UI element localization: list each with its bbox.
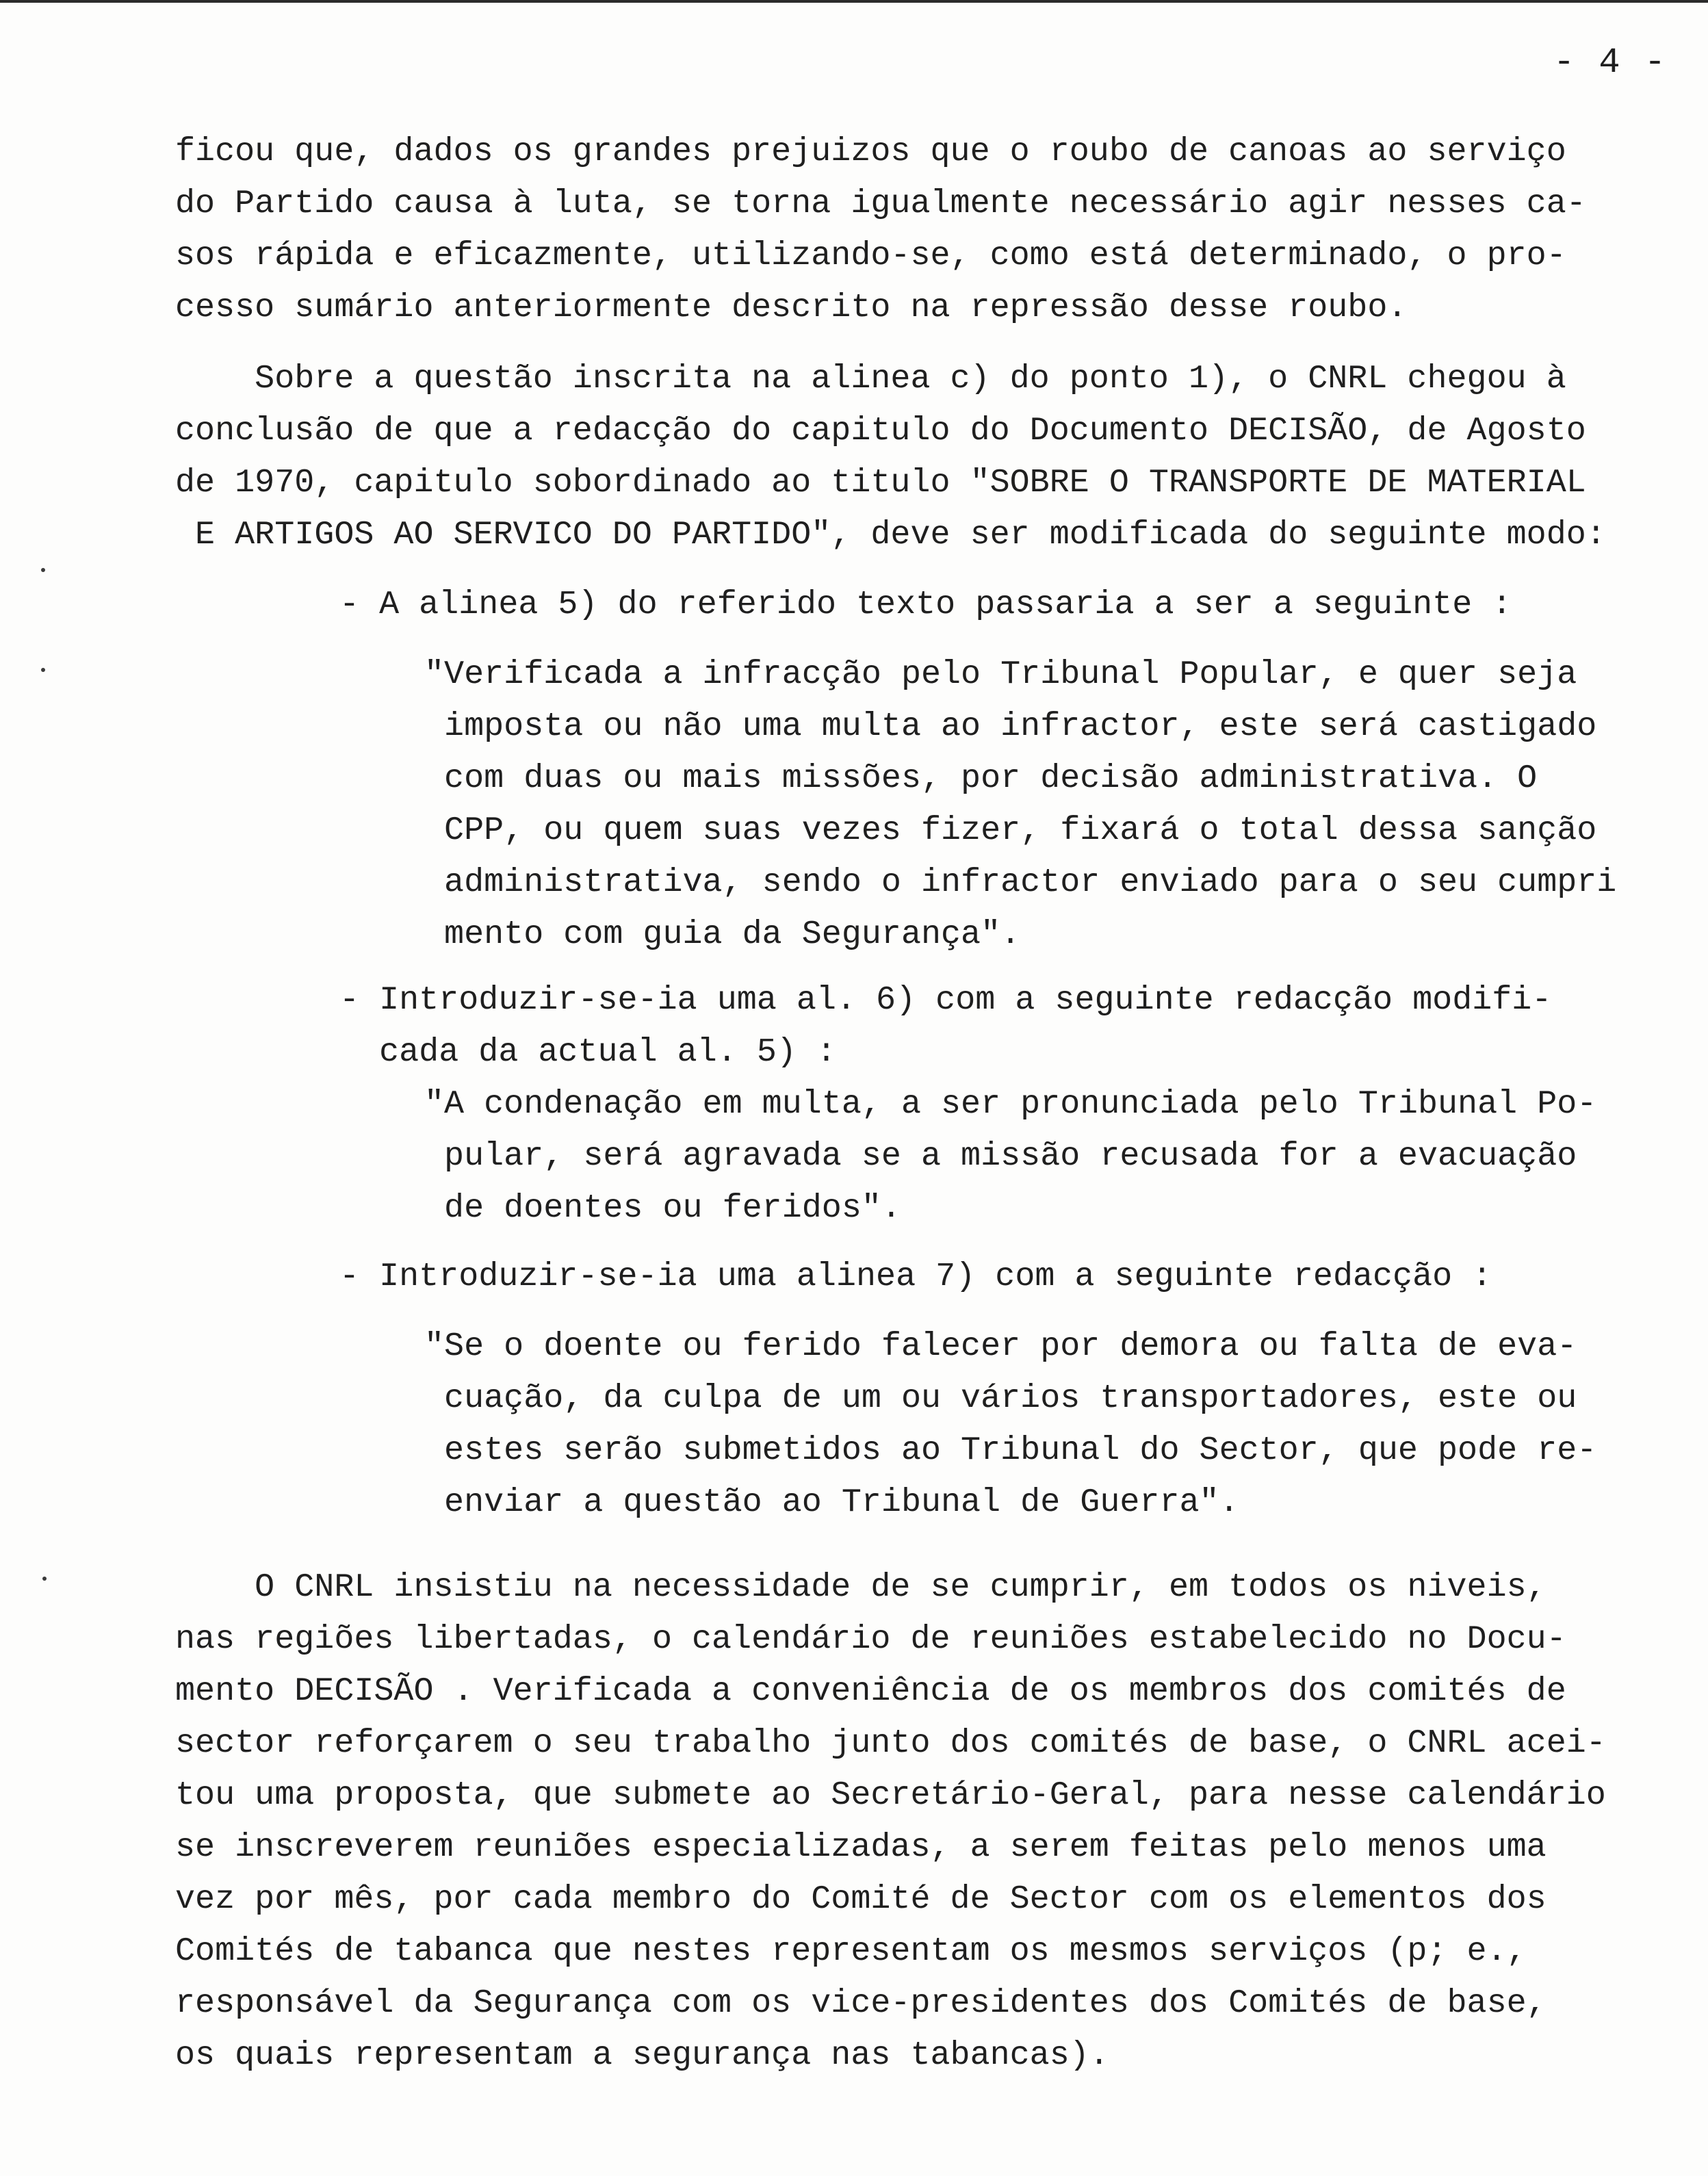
margin-dot — [42, 1577, 47, 1581]
list-item-alinea-5: - A alinea 5) do referido texto passaria a ser a seguinte : — [339, 586, 1512, 623]
quote-alinea-5: "Verificada a infracção pelo Tribunal Popular, e quer seja imposta ou não uma multa ao infractor, este será castigado com duas ou mais missões, por decisão administrativa. O CPP, ou quem suas vezes fizer, fixará o total dessa sanção administrativa, sendo o infractor enviado para o seu cumpri mento com guia da Segurança". — [424, 656, 1617, 953]
paragraph-transport-chapter: Sobre a questão inscrita na alinea c) do ponto 1), o CNRL chegou à conclusão de que a redacção do capitulo do Documento DECISÃO, de Agosto de 1970, capitulo sobordinado ao titulo "SOBRE O TRANSPORTE DE MATERIAL E ARTIGOS AO SERVICO DO PARTIDO", deve ser modificada do seguinte modo: — [175, 360, 1606, 554]
top-border-line — [0, 0, 1708, 3]
paragraph-continuation: ficou que, dados os grandes prejuizos que o roubo de canoas ao serviço do Partido causa à luta, se torna igualmente necessário agir nesses ca- sos rápida e eficazmente, utilizando-se, como está determinado, o pro- cesso sumário anteriormente descrito na repressão desse roubo. — [175, 133, 1586, 326]
paragraph-meeting-calendar: O CNRL insistiu na necessidade de se cumprir, em todos os niveis, nas regiões libertadas, o calendário de reuniões estabelecido no Docu- mento DECISÃO . Verificada a conveniência de os membros dos comités de sector reforçarem o seu trabalho junto dos comités de base, o CNRL acei- tou uma proposta, que submete ao Secretário-Geral, para nesse calendário se inscreverem reuniões especializadas, a serem feitas pelo menos uma vez por mês, por cada membro do Comité de Sector com os elementos dos Comités de tabanca que nestes representam os mesmos serviços (p; e., responsável da Segurança com os vice-presidentes dos Comités de base, os quais representam a segurança nas tabancas). — [175, 1568, 1606, 2074]
margin-dot — [41, 668, 45, 672]
quote-alinea-6: "A condenação em multa, a ser pronunciada pelo Tribunal Po- pular, será agravada se a missão recusada for a evacuação de doentes ou feridos". — [424, 1085, 1597, 1227]
quote-alinea-7: "Se o doente ou ferido falecer por demora ou falta de eva- cuação, da culpa de um ou vários transportadores, este ou estes serão submetidos ao Tribunal do Sector, que pode re- enviar a questão ao Tribunal de Guerra". — [424, 1327, 1597, 1521]
margin-dot — [41, 568, 45, 572]
page-number: - 4 - — [1553, 42, 1668, 83]
list-item-alinea-7: - Introduzir-se-ia uma alinea 7) com a seguinte redacção : — [339, 1258, 1492, 1295]
list-item-alinea-6: - Introduzir-se-ia uma al. 6) com a seguinte redacção modifi- cada da actual al. 5) : — [339, 981, 1552, 1071]
